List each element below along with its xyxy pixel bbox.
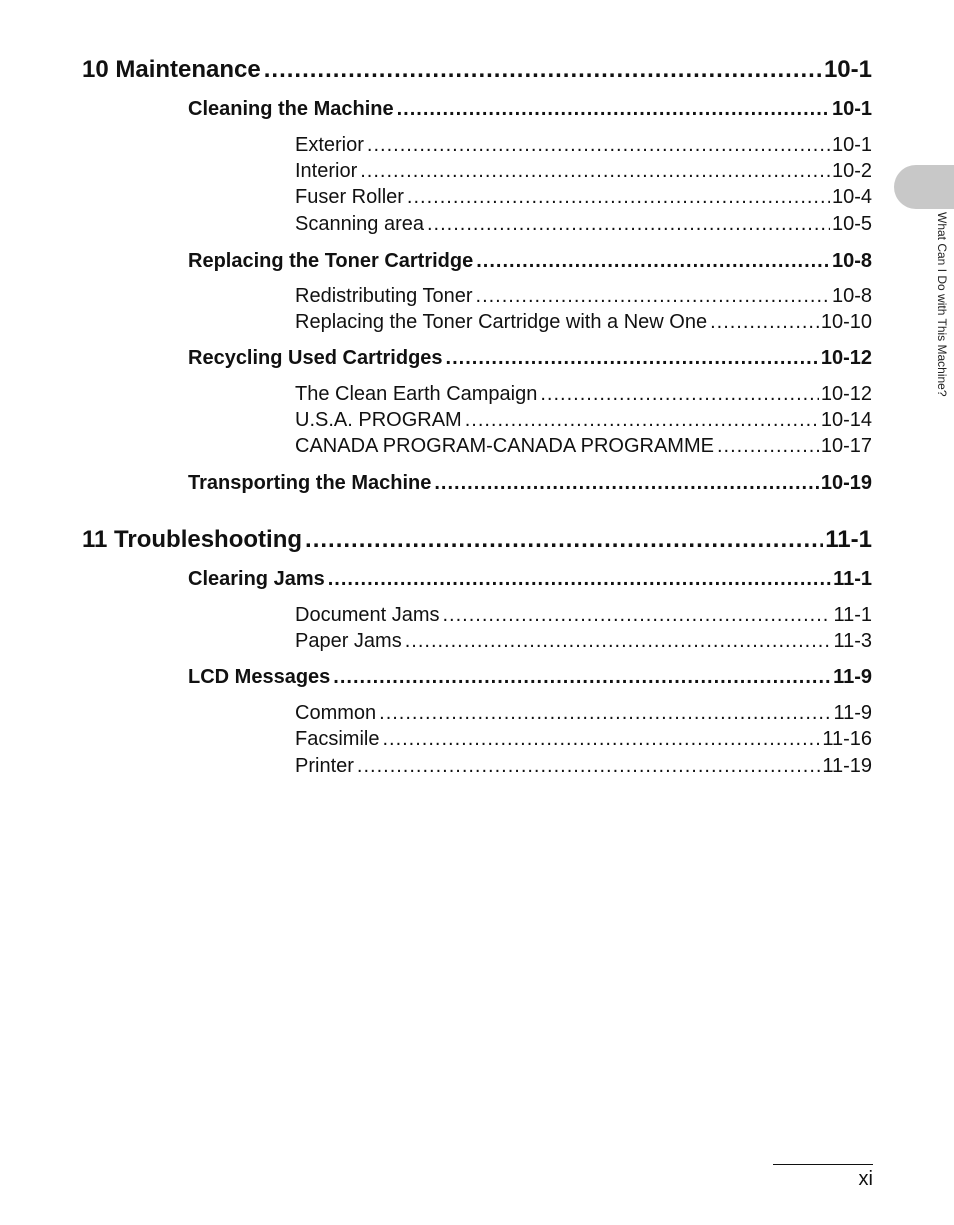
dot-leader xyxy=(407,186,830,209)
toc-entry-title: Interior xyxy=(295,160,358,182)
dot-leader xyxy=(434,472,818,495)
dot-leader xyxy=(443,604,832,627)
toc-page-number: 11-16 xyxy=(822,728,872,750)
toc-item-facsimile[interactable] xyxy=(295,728,872,751)
toc-page-number: 11-9 xyxy=(833,702,872,724)
dot-leader xyxy=(465,409,819,432)
dot-leader xyxy=(305,526,823,554)
toc-entry-title: The Clean Earth Campaign xyxy=(295,383,538,405)
toc-entry-title: LCD Messages xyxy=(188,666,331,688)
toc-entry-title: Fuser Roller xyxy=(295,186,404,208)
toc-page-number: 10-12 xyxy=(820,383,872,405)
toc-section-transporting[interactable] xyxy=(188,472,872,495)
toc-entry-title: Cleaning the Machine xyxy=(188,98,394,120)
dot-leader xyxy=(357,755,820,778)
toc-page-number: 11-9 xyxy=(833,666,872,688)
toc-item-redistributing-toner[interactable] xyxy=(295,285,872,308)
toc-entry-title: Transporting the Machine xyxy=(188,472,432,494)
toc-page-number: 10-12 xyxy=(820,347,872,369)
toc-entry-title: Printer xyxy=(295,755,354,777)
toc-entry-title: Paper Jams xyxy=(295,630,402,652)
toc-entry-title: Document Jams xyxy=(295,604,440,626)
toc-entry-title: Scanning area xyxy=(295,213,424,235)
toc-entry-title: CANADA PROGRAM-CANADA PROGRAMME xyxy=(295,435,714,457)
toc-entry-title: 11 Troubleshooting xyxy=(82,526,303,553)
dot-leader xyxy=(264,56,822,84)
dot-leader xyxy=(360,160,830,183)
page-number: xi xyxy=(858,1168,873,1190)
dot-leader xyxy=(328,568,831,591)
dot-leader xyxy=(540,383,818,406)
toc-page-number: 10-10 xyxy=(820,311,872,333)
toc-chapter-maintenance[interactable] xyxy=(82,56,872,84)
toc-page-number: 10-1 xyxy=(831,98,872,120)
toc-item-exterior[interactable] xyxy=(295,134,872,157)
toc-page-number: 10-17 xyxy=(820,435,872,457)
toc-page-number: 11-1 xyxy=(825,526,872,553)
toc-entry-title: Common xyxy=(295,702,377,724)
toc-section-recycling[interactable] xyxy=(188,347,872,370)
toc-item-document-jams[interactable] xyxy=(295,604,872,627)
toc-page-number: 10-4 xyxy=(831,186,872,208)
toc-page-number: 10-1 xyxy=(823,56,872,83)
toc-page-number: 10-19 xyxy=(820,472,872,494)
chapter-side-tab[interactable] xyxy=(894,165,954,209)
dot-leader xyxy=(446,347,819,370)
dot-leader xyxy=(476,250,830,273)
toc-section-cleaning[interactable] xyxy=(188,98,872,121)
dot-leader xyxy=(397,98,830,121)
toc-page-number: 10-14 xyxy=(820,409,872,431)
toc-entry-title: Recycling Used Cartridges xyxy=(188,347,443,369)
toc-page-number: 10-2 xyxy=(831,160,872,182)
toc-entry-title: Redistributing Toner xyxy=(295,285,473,307)
dot-leader xyxy=(710,311,819,334)
toc-item-printer[interactable] xyxy=(295,755,872,778)
dot-leader xyxy=(379,702,831,725)
toc-item-canada-program[interactable] xyxy=(295,435,872,458)
toc-section-lcd-messages[interactable] xyxy=(188,666,872,689)
toc-page-number: 10-8 xyxy=(831,250,872,272)
toc-entry-title: 10 Maintenance xyxy=(82,56,261,83)
toc-item-scanning-area[interactable] xyxy=(295,213,872,236)
toc-item-clean-earth[interactable] xyxy=(295,383,872,406)
toc-page-number: 10-8 xyxy=(831,285,872,307)
toc-entry-title: Replacing the Toner Cartridge with a New One xyxy=(295,311,708,333)
dot-leader xyxy=(427,213,830,236)
toc-entry-title: Clearing Jams xyxy=(188,568,325,590)
dot-leader xyxy=(476,285,830,308)
toc-entry-title: U.S.A. PROGRAM xyxy=(295,409,462,431)
toc-item-replacing-with-new[interactable] xyxy=(295,311,872,334)
dot-leader xyxy=(405,630,832,653)
toc-page-number: 11-3 xyxy=(833,630,872,652)
toc-item-interior[interactable] xyxy=(295,160,872,183)
footer-divider xyxy=(773,1164,873,1165)
toc-page-number: 10-5 xyxy=(831,213,872,235)
toc-page-number: 11-1 xyxy=(833,568,872,590)
toc-page-number: 10-1 xyxy=(831,134,872,156)
toc-page-number: 11-1 xyxy=(833,604,872,626)
toc-section-replacing-toner[interactable] xyxy=(188,250,872,273)
toc-item-common[interactable] xyxy=(295,702,872,725)
toc-page-number: 11-19 xyxy=(822,755,872,777)
toc-item-paper-jams[interactable] xyxy=(295,630,872,653)
toc-item-usa-program[interactable] xyxy=(295,409,872,432)
toc-entry-title: Facsimile xyxy=(295,728,380,750)
dot-leader xyxy=(333,666,831,689)
dot-leader xyxy=(717,435,819,458)
toc-item-fuser-roller[interactable] xyxy=(295,186,872,209)
toc-section-clearing-jams[interactable] xyxy=(188,568,872,591)
dot-leader xyxy=(382,728,820,751)
dot-leader xyxy=(367,134,830,157)
toc-entry-title: Exterior xyxy=(295,134,364,156)
side-tab-label: What Can I Do with This Machine? xyxy=(935,212,949,397)
toc-chapter-troubleshooting[interactable] xyxy=(82,526,872,554)
toc-entry-title: Replacing the Toner Cartridge xyxy=(188,250,474,272)
